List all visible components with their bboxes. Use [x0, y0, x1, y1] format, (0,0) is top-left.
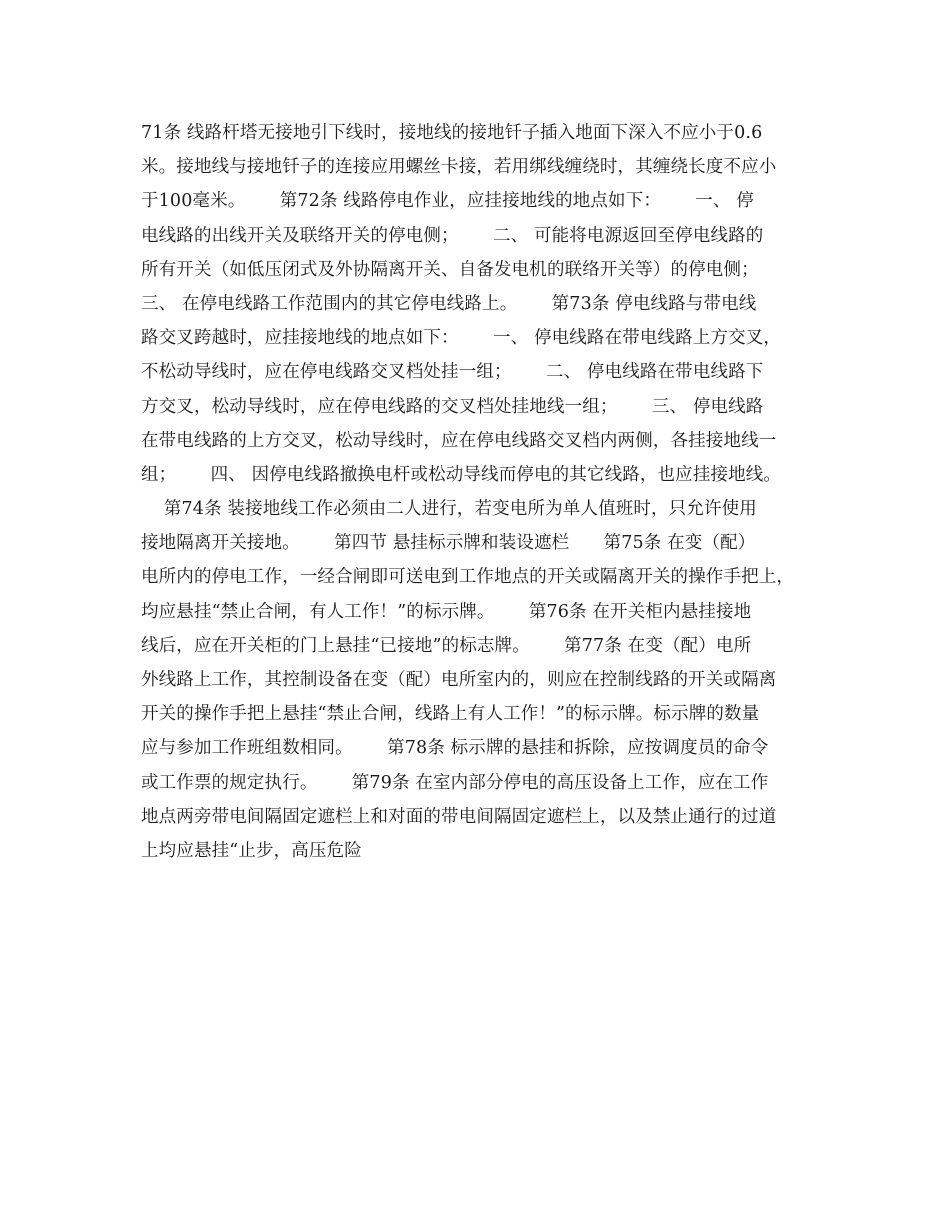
- text-line: 组； 四、 因停电线路撤换电杆或松动导线而停电的其它线路，也应挂接地线。: [141, 464, 782, 485]
- text-line: 电所内的停电工作，一经合闸即可送电到工作地点的开关或隔离开关的操作手把上，: [141, 567, 795, 588]
- text-line: 路交叉跨越时，应挂接地线的地点如下： 一、 停电线路在带电线路上方交叉，: [141, 328, 782, 349]
- text-line: 米。接地线与接地钎子的连接应用螺丝卡接，若用绑线缠绕时，其缠绕长度不应小: [141, 157, 777, 178]
- text-line: 开关的操作手把上悬挂“禁止合闸，线路上有人工作！”的标示牌。标示牌的数量: [141, 704, 760, 725]
- text-line: 在带电线路的上方交叉，松动导线时，应在停电线路交叉档内两侧，各挂接地线一: [141, 430, 777, 451]
- document-body: [141, 116, 821, 868]
- text-line: 均应悬挂“禁止合闸，有人工作！”的标示牌。 第76条 在开关柜内悬挂接地: [141, 601, 752, 622]
- text-line: 电线路的出线开关及联络开关的停电侧； 二、 可能将电源返回至停电线路的: [141, 225, 764, 246]
- text-line: 线后，应在开关柜的门上悬挂“已接地”的标志牌。 第77条 在变（配）电所: [141, 635, 752, 656]
- text-line: 71条 线路杆塔无接地引下线时，接地线的接地钎子插入地面下深入不应小于0.6: [141, 123, 763, 143]
- text-line: 第74条 装接地线工作必须由二人进行，若变电所为单人值班时，只允许使用: [141, 499, 757, 520]
- text-line: 应与参加工作班组数相同。 第78条 标示牌的悬挂和拆除，应按调度员的命令: [141, 738, 769, 759]
- text-line: 接地隔离开关接地。 第四节 悬挂标示牌和装设遮栏 第75条 在变（配）: [141, 533, 756, 554]
- text-line: 或工作票的规定执行。 第79条 在室内部分停电的高压设备上工作，应在工作: [141, 772, 769, 793]
- text-line: 于100毫米。 第72条 线路停电作业，应挂接地线的地点如下： 一、 停: [141, 191, 754, 212]
- text-line: 所有开关（如低压闭式及外协隔离开关、自备发电机的联络开关等）的停电侧；: [141, 259, 759, 280]
- text-line: 三、 在停电线路工作范围内的其它停电线路上。 第73条 停电线路与带电线: [141, 293, 757, 314]
- text-line: 不松动导线时，应在停电线路交叉档处挂一组； 二、 停电线路在带电线路下: [141, 362, 764, 383]
- text-line: 方交叉，松动导线时，应在停电线路的交叉档处挂地线一组； 三、 停电线路: [141, 396, 764, 417]
- text-line: 上均应悬挂“止步，高压危险: [141, 840, 362, 861]
- text-line: 外线路上工作，其控制设备在变（配）电所室内的，则应在控制线路的开关或隔离: [141, 670, 777, 690]
- text-line: 地点两旁带电间隔固定遮栏上和对面的带电间隔固定遮栏上，以及禁止通行的过道: [141, 806, 777, 827]
